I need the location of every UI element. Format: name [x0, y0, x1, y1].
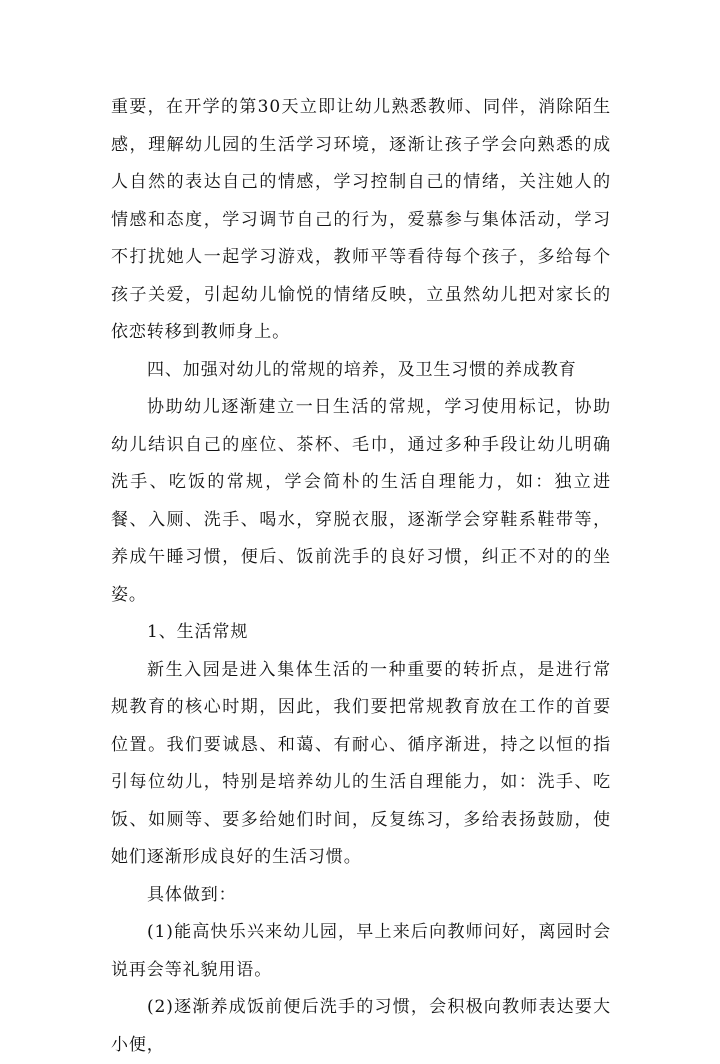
list-item-1: (1)能高快乐兴来幼儿园，早上来后向教师问好，离园时会说再会等礼貌用语。 [111, 922, 611, 980]
paragraph-new-students: 新生入园是进入集体生活的一种重要的转折点，是进行常规教育的核心时期，因此，我们要把常规教育放在工作的首要位置。我们要诚恳、和蔼、有耐心、循序渐进，持之以恒的指引每位幼儿，特别是培养幼儿的生活自理能力，如：洗手、吃饭、如厕等、要多给她们时间，反复练习，多给表扬鼓励，使她们逐渐形成良好的生活习惯。 [111, 659, 611, 867]
subheading-life-routine: 1、生活常规 [147, 622, 249, 642]
list-item-2: (2)逐渐养成饭前便后洗手的习惯，会积极向教师表达要大小便， [111, 997, 611, 1055]
section-heading-routine-training: 四、加强对幼儿的常规的培养，及卫生习惯的养成教育 [147, 359, 577, 380]
paragraph-continuation: 重要，在开学的第30天立即让幼儿熟悉教师、同伴，消除陌生感，理解幼儿园的生活学习环境，逐渐让孩子学会向熟悉的成人自然的表达自己的情感，学习控制自己的情绪，关注她人的情感和态度，学习调节自己的行为，爱慕参与集体活动，学习不打扰她人一起学习游戏，教师平等看待每个孩子，多给每个孩子关爱，引起幼儿愉悦的情绪反映，立虽然幼儿把对家长的依恋转移到教师身上。 [111, 97, 611, 342]
document-body [111, 89, 611, 1064]
paragraph-specific-intro: 具体做到： [147, 884, 237, 905]
paragraph-routine-help: 协助幼儿逐渐建立一日生活的常规，学习使用标记，协助幼儿结识自己的座位、茶杯、毛巾，通过多种手段让幼儿明确洗手、吃饭的常规，学会简朴的生活自理能力，如：独立进餐、入厕、洗手、喝水，穿脱衣服，逐渐学会穿鞋系鞋带等，养成午睡习惯，便后、饭前洗手的良好习惯，纠正不对的的坐姿。 [111, 397, 611, 605]
